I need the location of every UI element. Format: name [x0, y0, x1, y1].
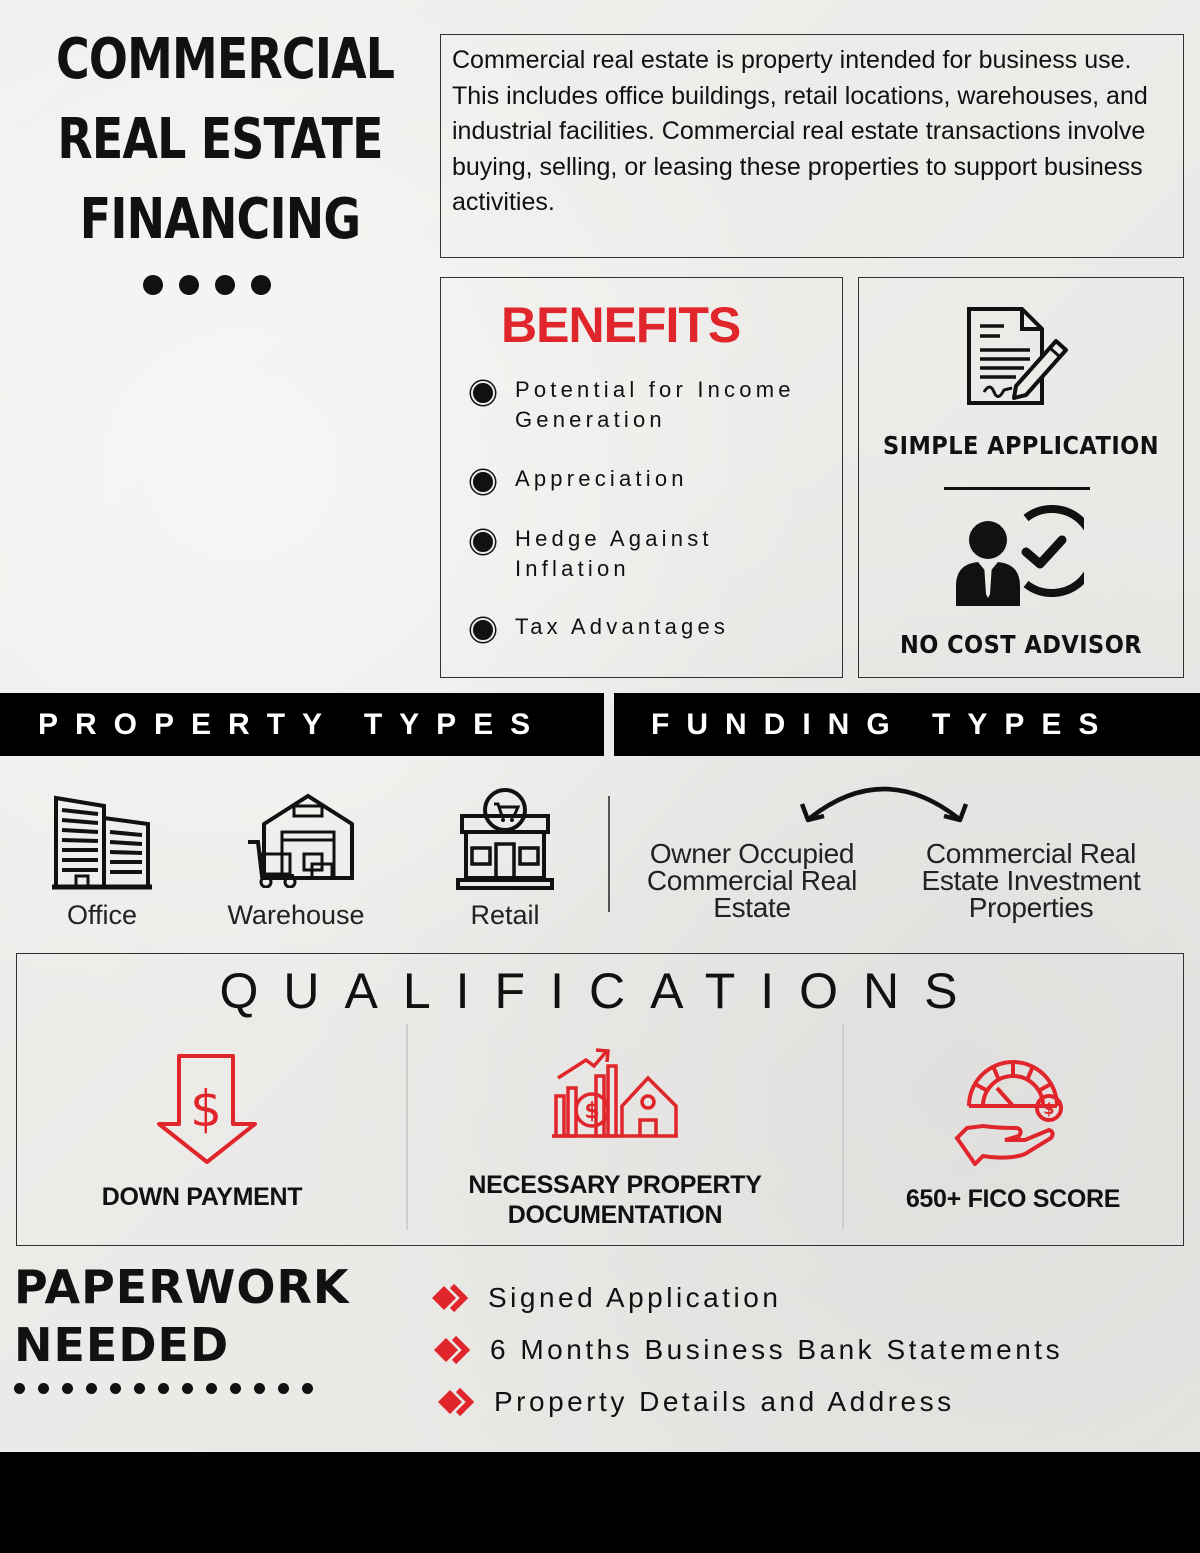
svg-text:$: $ [1043, 1099, 1055, 1118]
qualifications-panel [16, 953, 1184, 1246]
property-growth-icon [550, 1048, 680, 1140]
property-type-office: Office [66, 900, 138, 930]
svg-text:$: $ [190, 1080, 222, 1138]
funding-type-text: Properties [968, 892, 1094, 923]
title-line-3: FINANCING [79, 187, 361, 252]
office-building-icon [52, 792, 152, 890]
bullet-icon [471, 530, 495, 554]
paperwork-item-text: Signed Application [488, 1282, 782, 1313]
benefit-text: Inflation [515, 556, 630, 581]
paperwork-dots [14, 1383, 313, 1394]
vertical-divider [608, 796, 610, 912]
document-signature-icon [964, 306, 1074, 406]
benefit-text: Potential for Income [515, 377, 795, 402]
funding-type-investment [904, 840, 1158, 921]
paperwork-item-text: Property Details and Address [494, 1386, 955, 1417]
bullet-icon [471, 618, 495, 642]
funding-type-text: Owner Occupied [649, 838, 855, 869]
benefit-text: Appreciation [515, 466, 688, 491]
title-dots [143, 275, 271, 295]
qualification-down-payment [57, 1182, 347, 1212]
red-double-chevron-icon [432, 1334, 474, 1366]
funding-type-text: Estate Investment [921, 865, 1141, 896]
features-panel [858, 277, 1184, 678]
simple-application-label: SIMPLE APPLICATION [882, 431, 1160, 460]
bullet-icon [471, 381, 495, 405]
funding-types-band [614, 693, 1200, 756]
qual-divider [842, 1024, 844, 1230]
bullet-icon [471, 470, 495, 494]
funding-type-text: Commercial Real [646, 865, 858, 896]
benefit-text: Hedge Against [515, 526, 713, 551]
warehouse-icon [246, 792, 356, 888]
curved-double-arrow-icon [796, 774, 972, 826]
down-payment-arrow-icon [151, 1054, 263, 1164]
property-types-heading: PROPERTY TYPES [38, 708, 548, 741]
qualification-text: DOWN PAYMENT [101, 1183, 303, 1211]
svg-text:$: $ [584, 1099, 600, 1124]
benefits-title: BENEFITS [501, 297, 741, 353]
no-cost-advisor-label: NO COST ADVISOR [899, 630, 1143, 659]
paperwork-item-text: 6 Months Business Bank Statements [490, 1334, 1064, 1365]
footer-band [0, 1452, 1200, 1553]
qualification-text: DOCUMENTATION [507, 1201, 723, 1229]
benefit-text: Generation [515, 407, 666, 432]
retail-store-icon [456, 788, 554, 892]
red-double-chevron-icon [430, 1282, 472, 1314]
benefit-text: Tax Advantages [515, 614, 730, 639]
property-types-band [0, 693, 604, 756]
credit-score-gauge-icon [953, 1052, 1075, 1166]
funding-type-text: Commercial Real [925, 838, 1137, 869]
qualifications-title: QUALIFICATIONS [219, 963, 983, 1019]
funding-types-heading: FUNDING TYPES [651, 708, 1116, 741]
qualification-text: 650+ FICO SCORE [905, 1185, 1121, 1213]
title-line-2: REAL ESTATE [57, 107, 383, 172]
benefit-item [471, 612, 729, 642]
red-double-chevron-icon [436, 1386, 478, 1418]
intro-text: Commercial real estate is property intended for business use. This includes office buildings, retail locations, warehouses, and industrial facilities. Commercial real estate transactions involve buying, selling, or leasing these properties to support business activities. [440, 34, 1184, 258]
funding-type-text: Estate [713, 892, 791, 923]
qualification-text: NECESSARY PROPERTY [468, 1171, 762, 1199]
divider [944, 487, 1090, 490]
benefit-item [471, 464, 688, 494]
benefits-panel [440, 277, 843, 678]
property-type-retail: Retail [470, 900, 540, 930]
advisor-check-icon [954, 502, 1084, 608]
paperwork-item [432, 1334, 1063, 1366]
title-line-1: COMMERCIAL [56, 27, 395, 92]
paperwork-item [430, 1282, 781, 1314]
property-type-warehouse: Warehouse [227, 900, 365, 930]
paperwork-item [436, 1386, 955, 1418]
qualification-fico-score [863, 1184, 1163, 1214]
paperwork-title-line-2: NEEDED [14, 1318, 230, 1372]
qualification-property-documentation [442, 1170, 788, 1230]
funding-type-owner-occupied [626, 840, 878, 921]
benefit-item [471, 524, 713, 584]
qual-divider [406, 1024, 408, 1230]
paperwork-title-line-1: PAPERWORK [14, 1260, 350, 1314]
benefit-item [471, 375, 795, 435]
